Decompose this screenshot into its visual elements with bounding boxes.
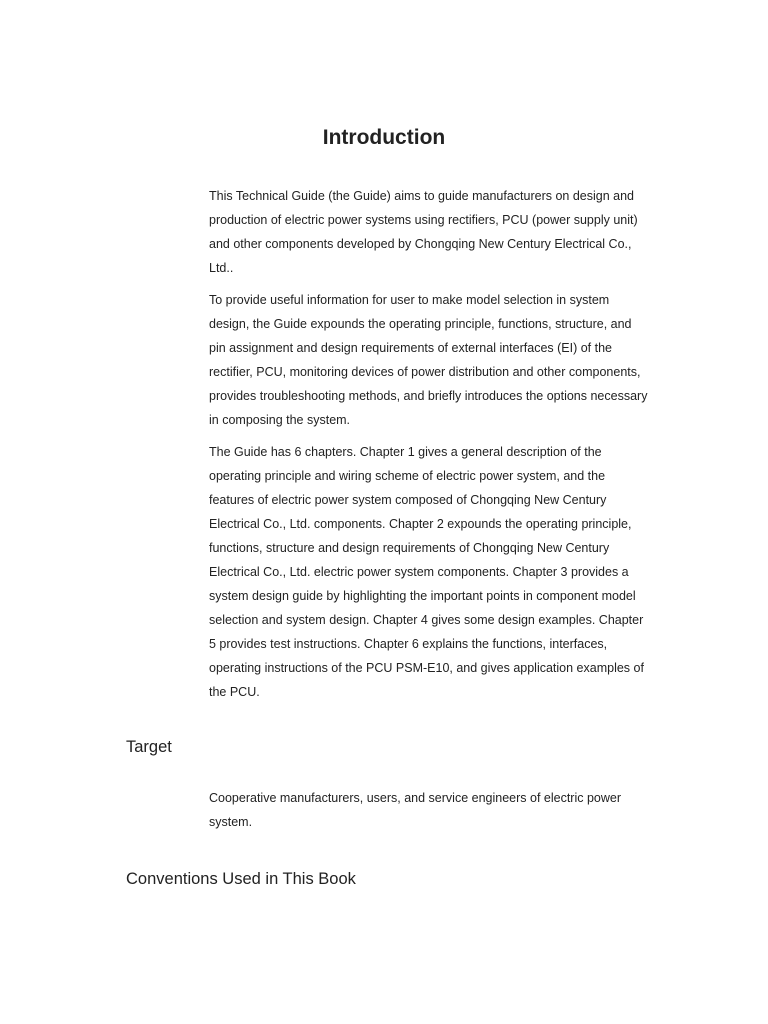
target-paragraph: Cooperative manufacturers, users, and service engineers of electric power system. <box>209 791 622 829</box>
section-heading-conventions: Conventions Used in This Book <box>126 870 356 888</box>
page-title: Introduction <box>322 126 446 149</box>
intro-paragraph-purpose: This Technical Guide (the Guide) aims to guide manufacturers on design and production of electric power systems using rectifiers, PCU (power supply unit) and other components developed by Chongqing New Century Electrical Co., Ltd.. <box>209 189 638 275</box>
intro-paragraph-chapters: The Guide has 6 chapters. Chapter 1 gives a general description of the operating principle and wiring scheme of electric power system, and the features of electric power system composed of Chongqing New Century Electrical Co., Ltd. components. Chapter 2 expounds the operating principle, functions, structure and design requirements of Chongqing New Century Electrical Co., Ltd. electric power system components. Chapter 3 provides a system design guide by highlighting the important points in component model selection and system design. Chapter 4 gives some design examples. Chapter 5 provides test instructions. Chapter 6 explains the functions, interfaces, operating instructions of the PCU PSM-E10, and gives application examples of the PCU. <box>209 445 644 699</box>
intro-paragraph-contents: To provide useful information for user to make model selection in system design, the Guide expounds the operating principle, functions, structure, and pin assignment and design requirements of external interfaces (EI) of the rectifier, PCU, monitoring devices of power distribution and other components, provides troubleshooting methods, and briefly introduces the options necessary in composing the system. <box>209 293 648 427</box>
section-heading-target: Target <box>126 738 172 756</box>
